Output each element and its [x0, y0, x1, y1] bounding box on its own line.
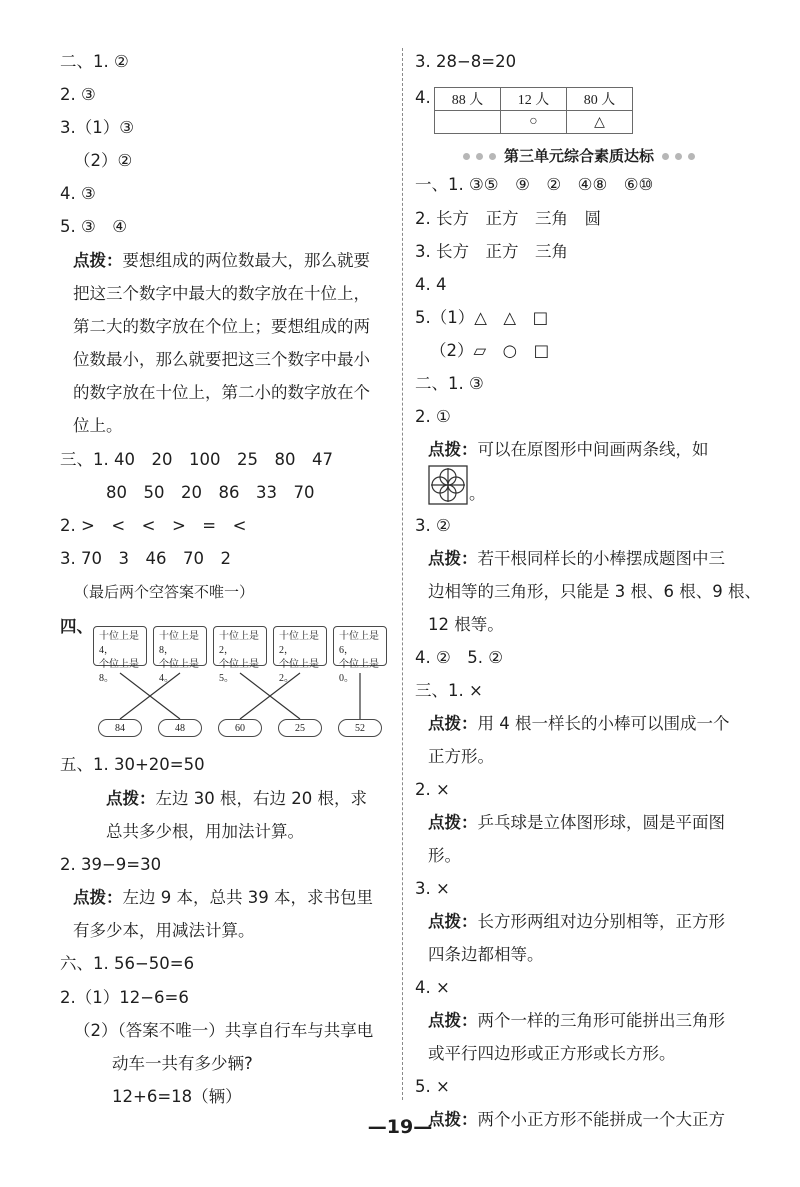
- hint-line: [428, 1108, 768, 1132]
- answer-line: （2）▱ ○ □: [430, 341, 550, 360]
- hint-text: 两个一样的三角形可能拼出三角形: [477, 1011, 725, 1030]
- answer-line: 4. ③: [60, 184, 96, 203]
- answer-line: 12+6=18（辆）: [112, 1087, 242, 1106]
- hint-text: 要想组成的两位数最大，那么就要: [122, 251, 370, 270]
- hint-label: 点拨：: [106, 789, 156, 808]
- answer-line: 2. 39−9=30: [60, 855, 162, 874]
- hint-label: 点拨：: [73, 888, 123, 907]
- hint-label: 点拨：: [428, 1110, 478, 1129]
- hint-line: 形。: [428, 846, 461, 865]
- answer-line: 三、1. 40 20 100 25 80 47: [60, 450, 333, 469]
- answer-line: 2. ×: [415, 780, 450, 799]
- answer-line: 4.: [415, 88, 431, 107]
- hint-label: 点拨：: [428, 549, 478, 568]
- answer-line: 3. 70 3 46 70 2: [60, 549, 231, 568]
- answer-line: 3. ×: [415, 879, 450, 898]
- answer-line: 5. ×: [415, 1077, 450, 1096]
- hint-text: 左边 9 本，总共 39 本，求书包里: [122, 888, 373, 907]
- hint-line: 四条边都相等。: [428, 945, 544, 964]
- answer-line: 2. ③: [60, 85, 96, 104]
- number-pill: 52: [338, 719, 382, 737]
- answer-line: （2）（答案不唯一）共享自行车与共享电: [74, 1021, 374, 1040]
- number-pill: 48: [158, 719, 202, 737]
- hint-line: [106, 787, 367, 811]
- digit-card: 十位上是2， 个位上是2。: [273, 626, 327, 666]
- hint-line: [428, 547, 725, 571]
- column-divider: [402, 48, 403, 1100]
- answer-line: 六、1. 56−50=6: [60, 954, 195, 973]
- question-label: 四、: [60, 617, 93, 636]
- hint-line: 的数字放在十位上，第二小的数字放在个: [73, 383, 370, 402]
- hint-text: 长方形两组对边分别相等，正方形: [477, 912, 725, 931]
- hint-text: 可以在原图形中间画两条线，如: [477, 440, 709, 459]
- answer-line: 5. ③ ④: [60, 217, 128, 236]
- hint-text: 乒乓球是立体图形球，圆是平面图: [477, 813, 725, 832]
- hint-line: [428, 712, 730, 736]
- hint-text: 若干根同样长的小棒摆成题图中三: [477, 549, 725, 568]
- hint-line: 位数最小，那么就要把这三个数字中最小: [73, 350, 370, 369]
- note-line: （最后两个空答案不唯一）: [74, 583, 255, 601]
- answer-line: 二、1. ③: [415, 374, 484, 393]
- answer-line: 动车一共有多少辆?: [112, 1054, 253, 1073]
- table-cell: [435, 111, 501, 134]
- hint-line: [428, 910, 725, 934]
- answer-line: 4. ×: [415, 978, 450, 997]
- answer-line: 三、1. ×: [415, 681, 483, 700]
- table-cell: 88 人: [435, 88, 501, 111]
- table-cell: ○: [501, 111, 567, 134]
- number-pill: 84: [98, 719, 142, 737]
- hint-line: 总共多少根，用加法计算。: [106, 822, 304, 841]
- hint-line: [428, 1009, 725, 1033]
- answer-table: [434, 87, 633, 134]
- answer-line: 4. ② 5. ②: [415, 648, 504, 667]
- flower-figure: [428, 465, 468, 505]
- hint-line: 把这三个数字中最大的数字放在十位上，: [73, 284, 370, 303]
- punctuation: 。: [469, 484, 486, 503]
- table-cell: △: [567, 111, 633, 134]
- hint-line: 边相等的三角形，只能是 3 根、6 根、9 根、: [428, 582, 761, 601]
- answer-line: 4. 4: [415, 275, 447, 294]
- hint-label: 点拨：: [428, 440, 478, 459]
- page-number: —19—: [367, 1116, 433, 1138]
- hint-label: 点拨：: [73, 251, 123, 270]
- hint-line: 有多少本，用减法计算。: [73, 921, 255, 940]
- digit-card: 十位上是8， 个位上是4。: [153, 626, 207, 666]
- number-pill: 25: [278, 719, 322, 737]
- hint-line: [428, 438, 709, 462]
- hint-label: 点拨：: [428, 1011, 478, 1030]
- section-title-text: 第三单元综合素质达标: [503, 147, 654, 165]
- answer-line: 3. ②: [415, 516, 451, 535]
- hint-label: 点拨：: [428, 714, 478, 733]
- hint-line: [428, 811, 725, 835]
- section-title: [444, 144, 714, 168]
- hint-line: 12 根等。: [428, 615, 504, 634]
- hint-text: 两个小正方形不能拼成一个大正方: [477, 1110, 725, 1129]
- answer-line: 五、1. 30+20=50: [60, 755, 205, 774]
- number-pill: 60: [218, 719, 262, 737]
- answer-line: （2）②: [74, 151, 133, 170]
- answer-line: 3. 长方 正方 三角: [415, 242, 568, 261]
- digit-card: 十位上是6， 个位上是0。: [333, 626, 387, 666]
- hint-line: 或平行四边形或正方形或长方形。: [428, 1044, 676, 1063]
- answer-line: 2.（1）12−6=6: [60, 988, 189, 1007]
- answer-line: 2. > < < > = <: [60, 516, 247, 535]
- answer-line: 二、1. ②: [60, 52, 129, 71]
- hint-line: 第二大的数字放在个位上；要想组成的两: [73, 317, 370, 336]
- hint-line: 正方形。: [428, 747, 494, 766]
- table-cell: 80 人: [567, 88, 633, 111]
- answer-line: 3. 28−8=20: [415, 52, 517, 71]
- hint-line: [73, 886, 373, 910]
- answer-line: 2. 长方 正方 三角 圆: [415, 209, 601, 228]
- answer-line: 5.（1）△ △ □: [415, 308, 549, 327]
- answer-line: 2. ①: [415, 407, 451, 426]
- hint-text: 用 4 根一样长的小棒可以围成一个: [477, 714, 730, 733]
- digit-card: 十位上是2， 个位上是5。: [213, 626, 267, 666]
- answer-line: 一、1. ③⑤ ⑨ ② ④⑧ ⑥⑩: [415, 175, 654, 194]
- answer-line: 3.（1）③: [60, 118, 135, 137]
- answer-line: 80 50 20 86 33 70: [106, 483, 315, 502]
- hint-line: 位上。: [73, 416, 123, 435]
- hint-label: 点拨：: [428, 912, 478, 931]
- digit-card: 十位上是4， 个位上是8。: [93, 626, 147, 666]
- hint-label: 点拨：: [428, 813, 478, 832]
- hint-text: 左边 30 根，右边 20 根，求: [155, 789, 367, 808]
- table-cell: 12 人: [501, 88, 567, 111]
